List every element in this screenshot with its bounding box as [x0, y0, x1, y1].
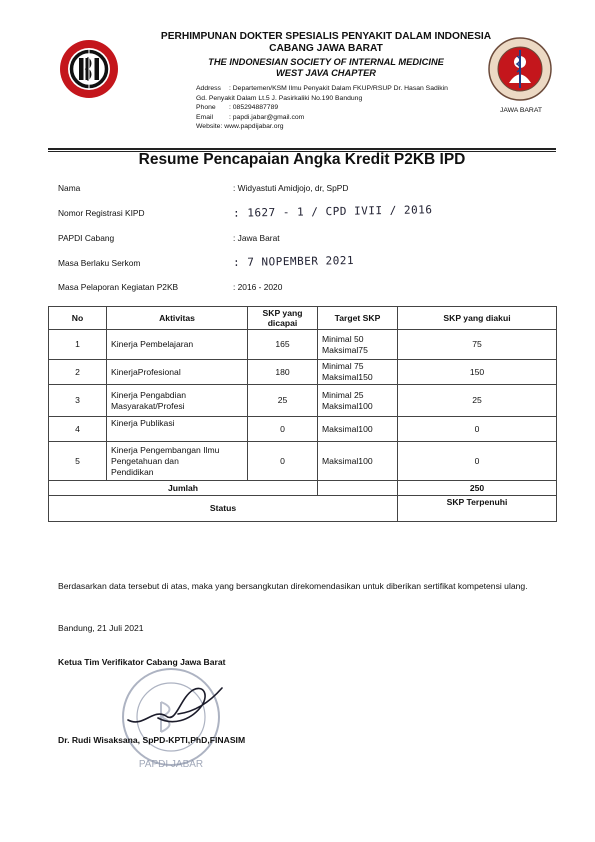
- cabang-value: : Jawa Barat: [233, 233, 280, 243]
- status-value: SKP Terpenuhi: [398, 496, 557, 522]
- cell-target: Minimal 25 Maksimal100: [318, 385, 398, 417]
- kipd-value-handwritten: : 1627 - 1 / CPD IVII / 2016: [232, 203, 433, 220]
- skp-table: [48, 306, 557, 522]
- jumlah-value: 250: [398, 481, 557, 496]
- cell-diakui: 25: [398, 385, 557, 417]
- cell-aktivitas: Kinerja Pembelajaran: [107, 330, 248, 360]
- cell-target: Minimal 75 Maksimal150: [318, 360, 398, 385]
- col-header-target: Target SKP: [318, 307, 398, 330]
- document-title: Resume Pencapaian Angka Kredit P2KB IPD: [138, 151, 466, 168]
- serkom-value-handwritten: : 7 NOPEMBER 2021: [232, 253, 355, 270]
- table-header-row: [49, 307, 557, 330]
- col-header-aktivitas: Aktivitas: [107, 307, 248, 330]
- papdi-logo-icon: [58, 38, 120, 100]
- serkom-label: Masa Berlaku Serkom: [58, 258, 141, 268]
- document-date: Bandung, 21 Juli 2021: [58, 623, 144, 633]
- cell-no: 3: [49, 385, 107, 417]
- right-logo-label: JAWA BARAT: [499, 107, 543, 114]
- cell-no: 4: [49, 417, 107, 442]
- col-header-diakui: SKP yang diakui: [398, 307, 557, 330]
- cabang-label: PAPDI Cabang: [58, 233, 115, 243]
- cell-aktivitas: Kinerja Publikasi: [107, 417, 248, 442]
- cell-dicapai: 165: [248, 330, 318, 360]
- nama-value: : Widyastuti Amidjojo, dr, SpPD: [233, 183, 349, 193]
- cell-diakui: 0: [398, 442, 557, 481]
- cell-diakui: 75: [398, 330, 557, 360]
- cell-diakui: 0: [398, 417, 557, 442]
- pelaporan-value: : 2016 - 2020: [233, 282, 283, 292]
- cell-dicapai: 0: [248, 442, 318, 481]
- jumlah-label: Jumlah: [49, 481, 318, 496]
- cell-dicapai: 25: [248, 385, 318, 417]
- handwritten-signature-icon: [118, 668, 228, 738]
- jumlah-row: [49, 481, 557, 496]
- table-row: [49, 442, 557, 481]
- table-row: [49, 330, 557, 360]
- table-row: [49, 385, 557, 417]
- contact-block: Address : Departemen/KSM Ilmu Penyakit Dalam FKUP/RSUP Dr. Hasan Sadikin Gd. Penyakit Dalam Lt.5 J. Pasirkaliki No.190 Bandung Phone : 085294887789 Email : papdi.jabar@gmail.com Website: www.papdijabar.org: [196, 85, 448, 131]
- jumlah-empty-cell: [318, 481, 398, 496]
- cell-aktivitas: KinerjaProfesional: [107, 360, 248, 385]
- table-row: [49, 360, 557, 385]
- cell-no: 2: [49, 360, 107, 385]
- org-name-english: THE INDONESIAN SOCIETY OF INTERNAL MEDICINE WEST JAVA CHAPTER: [208, 57, 444, 78]
- status-row: [49, 496, 557, 522]
- org-name: PERHIMPUNAN DOKTER SPESIALIS PENYAKIT DALAM INDONESIA CABANG JAWA BARAT: [160, 31, 492, 54]
- table-row: [49, 417, 557, 442]
- cell-aktivitas: Kinerja Pengembangan Ilmu Pengetahuan dan Pendidikan: [107, 442, 248, 481]
- kipd-label: Nomor Registrasi KIPD: [58, 208, 145, 218]
- nama-label: Nama: [58, 183, 81, 193]
- signer-name: Dr. Rudi Wisaksana, SpPD-KPTI,PhD,FINASIM: [58, 735, 246, 745]
- header-divider: [48, 148, 556, 150]
- cell-no: 5: [49, 442, 107, 481]
- cell-target: Maksimal100: [318, 417, 398, 442]
- cell-target: Maksimal100: [318, 442, 398, 481]
- recommendation-paragraph: Berdasarkan data tersebut di atas, maka yang bersangkutan direkomendasikan untuk diberikan sertifikat kompetensi ulang.: [58, 581, 528, 591]
- col-header-skp-dicapai: SKP yang dicapai: [248, 307, 318, 330]
- pelaporan-label: Masa Pelaporan Kegiatan P2KB: [58, 282, 179, 292]
- cell-no: 1: [49, 330, 107, 360]
- cell-dicapai: 0: [248, 417, 318, 442]
- cell-diakui: 150: [398, 360, 557, 385]
- cell-aktivitas: Kinerja Pengabdian Masyarakat/Profesi: [107, 385, 248, 417]
- status-label: Status: [49, 496, 398, 522]
- stamp-text: PAPDI JABAR: [138, 759, 204, 770]
- cell-target: Minimal 50 Maksimal75: [318, 330, 398, 360]
- signer-title: Ketua Tim Verifikator Cabang Jawa Barat: [58, 657, 226, 667]
- cell-dicapai: 180: [248, 360, 318, 385]
- col-header-no: No: [49, 307, 107, 330]
